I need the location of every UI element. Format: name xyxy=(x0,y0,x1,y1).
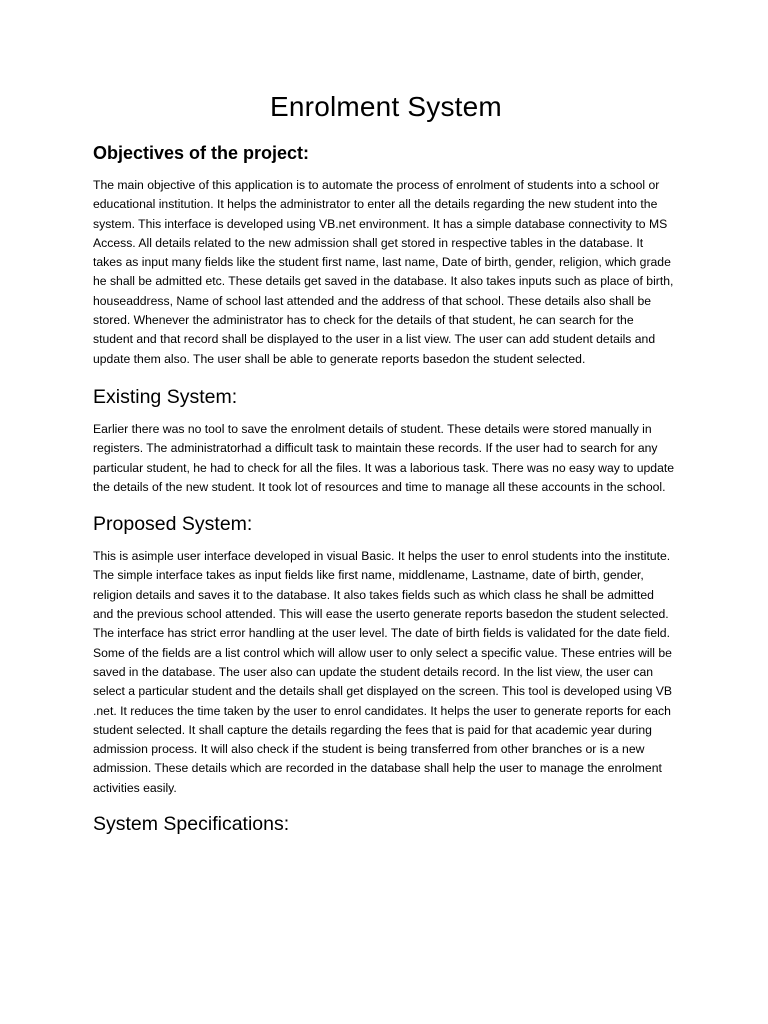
paragraph-existing-system: Earlier there was no tool to save the enrolment details of student. These details were stored manually in registers. The administratorhad a difficult task to maintain these records. If the user had to search for any particular student, he had to check for all the files. It was a laborious task. There was no easy way to update the details of the new student. It took lot of resources and time to manage all these accounts in the school. xyxy=(93,421,675,494)
heading-objectives: Objectives of the project: xyxy=(93,143,310,163)
paragraph-objectives: The main objective of this application is to automate the process of enrolment of students into a school or educational institution. It helps the administrator to enter all the details regarding the new student into the system. This interface is developed using VB.net environment. It has a simple database connectivity to MS Access. All details related to the new admission shall get stored in respective tables in the database. It takes as input many fields like the student first name, last name, Date of birth, gender, religion, which grade he shall be admitted etc. These details get saved in the database. It also takes inputs such as place of birth, houseaddress, Name of school last attended and the address of that school. These details also shall be stored. Whenever the administrator has to check for the details of that student, he can search for the student and that record shall be displayed to the user in a list view. The user can add student details and update them also. The user shall be able to generate reports basedon the student selected. xyxy=(93,178,674,366)
paragraph-proposed-system: This is asimple user interface developed in visual Basic. It helps the user to enrol students into the institute. The simple interface takes as input fields like first name, middlename, Lastname, date of birth, gender, religion details and saves it to the database. It also takes fields such as which class he shall be admitted and the previous school attended. This will ease the userto generate reports basedon the student selected. The interface has strict error handling at the user level. The date of birth fields is validated for the date field. Some of the fields are a list control which will allow user to only select a specific value. These entries will be saved in the database. The user also can update the student details record. In the list view, the user can select a particular student and the details shall get displayed on the screen. This tool is developed using VB .net. It reduces the time taken by the user to enrol candidates. It helps the user to generate reports for each student selected. It shall capture the details regarding the fees that is paid for that academic year during admission process. It will also check if the student is being transferred from other branches or is a new admission. These details which are recorded in the database shall help the user to manage the enrolment activities easily. xyxy=(93,549,673,795)
document-title: Enrolment System xyxy=(270,91,502,122)
heading-proposed-system: Proposed System: xyxy=(93,513,253,536)
heading-system-specifications: System Specifications: xyxy=(93,813,290,836)
heading-existing-system: Existing System: xyxy=(93,385,238,408)
document-content xyxy=(93,88,675,837)
